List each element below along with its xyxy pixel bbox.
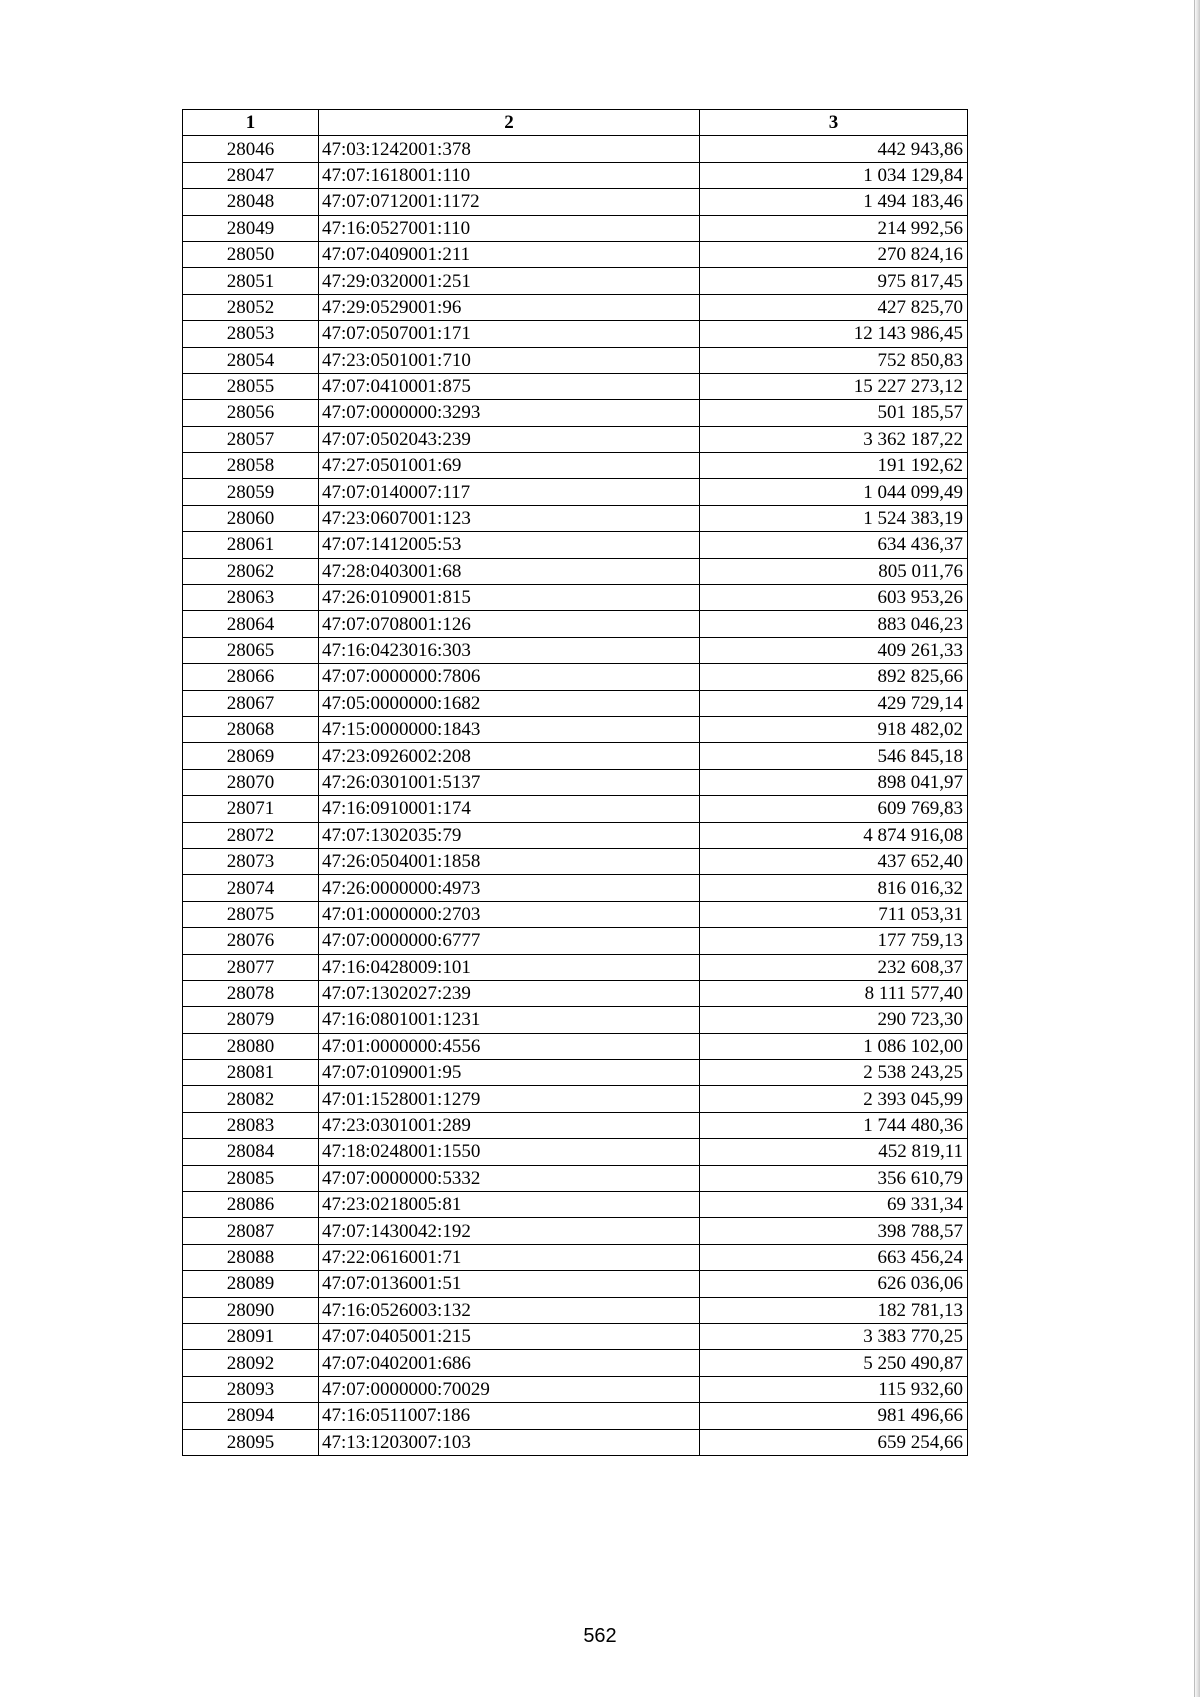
cadastral-value-cell: 1 044 099,49 [700,479,968,505]
table-row [183,162,968,188]
cadastral-value-cell: 659 254,66 [700,1429,968,1455]
cadastral-number-cell: 47:07:0409001:211 [319,241,700,267]
table-row [183,189,968,215]
cadastral-value-cell: 232 608,37 [700,954,968,980]
cadastral-value-cell: 2 538 243,25 [700,1060,968,1086]
cadastral-number-cell: 47:07:0405001:215 [319,1323,700,1349]
row-number-cell: 28095 [183,1429,319,1455]
row-number-cell: 28072 [183,822,319,848]
row-number-cell: 28064 [183,611,319,637]
table-row [183,1350,968,1376]
cadastral-number-cell: 47:16:0527001:110 [319,215,700,241]
cadastral-number-cell: 47:22:0616001:71 [319,1244,700,1270]
cadastral-value-cell: 501 185,57 [700,400,968,426]
table-row [183,1429,968,1455]
table-row [183,268,968,294]
row-number-cell: 28052 [183,294,319,320]
cadastral-number-cell: 47:07:1412005:53 [319,532,700,558]
table-row [183,1376,968,1402]
cadastral-number-cell: 47:07:0136001:51 [319,1271,700,1297]
row-number-cell: 28089 [183,1271,319,1297]
row-number-cell: 28085 [183,1165,319,1191]
cadastral-value-cell: 270 824,16 [700,241,968,267]
cadastral-value-cell: 1 086 102,00 [700,1033,968,1059]
cadastral-number-cell: 47:01:1528001:1279 [319,1086,700,1112]
cadastral-value-cell: 752 850,83 [700,347,968,373]
page-number: 562 [583,1625,617,1647]
cadastral-number-cell: 47:07:1430042:192 [319,1218,700,1244]
table-row [183,1192,968,1218]
table-row [183,980,968,1006]
row-number-cell: 28083 [183,1112,319,1138]
row-number-cell: 28062 [183,558,319,584]
cadastral-number-cell: 47:16:0423016:303 [319,637,700,663]
row-number-cell: 28088 [183,1244,319,1270]
table-row [183,400,968,426]
cadastral-number-cell: 47:03:1242001:378 [319,136,700,162]
cadastral-value-cell: 2 393 045,99 [700,1086,968,1112]
cadastral-number-cell: 47:23:0607001:123 [319,505,700,531]
cadastral-number-cell: 47:07:0507001:171 [319,321,700,347]
row-number-cell: 28061 [183,532,319,558]
table-row [183,426,968,452]
row-number-cell: 28071 [183,796,319,822]
table-row [183,743,968,769]
cadastral-number-cell: 47:26:0000000:4973 [319,875,700,901]
cadastral-value-cell: 356 610,79 [700,1165,968,1191]
column-header-3: 3 [700,110,968,136]
cadastral-value-cell: 15 227 273,12 [700,373,968,399]
table-row [183,136,968,162]
cadastral-value-cell: 3 383 770,25 [700,1323,968,1349]
cadastral-value-cell: 603 953,26 [700,585,968,611]
cadastral-number-cell: 47:16:0801001:1231 [319,1007,700,1033]
cadastral-number-cell: 47:16:0526003:132 [319,1297,700,1323]
row-number-cell: 28077 [183,954,319,980]
row-number-cell: 28076 [183,928,319,954]
table-row [183,373,968,399]
cadastral-number-cell: 47:23:0926002:208 [319,743,700,769]
row-number-cell: 28057 [183,426,319,452]
cadastral-number-cell: 47:01:0000000:4556 [319,1033,700,1059]
cadastral-value-cell: 177 759,13 [700,928,968,954]
row-number-cell: 28079 [183,1007,319,1033]
cadastral-number-cell: 47:07:0140007:117 [319,479,700,505]
table-row [183,1033,968,1059]
cadastral-value-cell: 546 845,18 [700,743,968,769]
cadastral-value-cell: 437 652,40 [700,848,968,874]
row-number-cell: 28063 [183,585,319,611]
row-number-cell: 28078 [183,980,319,1006]
table-row [183,1244,968,1270]
cadastral-number-cell: 47:07:0712001:1172 [319,189,700,215]
cadastral-number-cell: 47:07:0109001:95 [319,1060,700,1086]
row-number-cell: 28070 [183,769,319,795]
row-number-cell: 28051 [183,268,319,294]
cadastral-number-cell: 47:07:0000000:3293 [319,400,700,426]
cadastral-value-cell: 1 494 183,46 [700,189,968,215]
row-number-cell: 28056 [183,400,319,426]
row-number-cell: 28066 [183,664,319,690]
table-row [183,1060,968,1086]
table-row [183,1323,968,1349]
table-row [183,479,968,505]
table-row [183,664,968,690]
cadastral-value-cell: 290 723,30 [700,1007,968,1033]
row-number-cell: 28049 [183,215,319,241]
cadastral-number-cell: 47:18:0248001:1550 [319,1139,700,1165]
cadastral-value-cell: 892 825,66 [700,664,968,690]
row-number-cell: 28090 [183,1297,319,1323]
cadastral-value-cell: 69 331,34 [700,1192,968,1218]
cadastral-value-cell: 1 524 383,19 [700,505,968,531]
table-row [183,532,968,558]
table-row [183,505,968,531]
table-body [183,136,968,1456]
cadastral-value-cell: 427 825,70 [700,294,968,320]
cadastral-value-cell: 663 456,24 [700,1244,968,1270]
cadastral-value-cell: 409 261,33 [700,637,968,663]
row-number-cell: 28086 [183,1192,319,1218]
row-number-cell: 28055 [183,373,319,399]
cadastral-value-cell: 5 250 490,87 [700,1350,968,1376]
table-row [183,1271,968,1297]
cadastral-number-cell: 47:26:0504001:1858 [319,848,700,874]
table-row [183,1007,968,1033]
row-number-cell: 28068 [183,716,319,742]
cadastral-value-cell: 634 436,37 [700,532,968,558]
row-number-cell: 28075 [183,901,319,927]
cadastral-value-cell: 191 192,62 [700,453,968,479]
cadastral-value-cell: 3 362 187,22 [700,426,968,452]
cadastral-number-cell: 47:16:0511007:186 [319,1403,700,1429]
row-number-cell: 28058 [183,453,319,479]
table-header [183,110,968,136]
row-number-cell: 28053 [183,321,319,347]
table-row [183,611,968,637]
table-row [183,1086,968,1112]
row-number-cell: 28093 [183,1376,319,1402]
table-row [183,241,968,267]
cadastral-value-cell: 12 143 986,45 [700,321,968,347]
row-number-cell: 28082 [183,1086,319,1112]
cadastral-value-cell: 898 041,97 [700,769,968,795]
cadastral-number-cell: 47:07:0000000:6777 [319,928,700,954]
row-number-cell: 28080 [183,1033,319,1059]
cadastral-number-cell: 47:07:1302035:79 [319,822,700,848]
cadastral-number-cell: 47:07:0000000:70029 [319,1376,700,1402]
row-number-cell: 28091 [183,1323,319,1349]
cadastral-value-cell: 8 111 577,40 [700,980,968,1006]
table-row [183,558,968,584]
cadastral-value-cell: 398 788,57 [700,1218,968,1244]
row-number-cell: 28092 [183,1350,319,1376]
cadastral-number-cell: 47:07:0708001:126 [319,611,700,637]
table-row [183,1403,968,1429]
table-row [183,1112,968,1138]
row-number-cell: 28069 [183,743,319,769]
header-row [183,110,968,136]
cadastral-number-cell: 47:16:0910001:174 [319,796,700,822]
row-number-cell: 28054 [183,347,319,373]
cadastral-number-cell: 47:23:0218005:81 [319,1192,700,1218]
cadastral-value-cell: 115 932,60 [700,1376,968,1402]
cadastral-number-cell: 47:07:1618001:110 [319,162,700,188]
cadastral-number-cell: 47:05:0000000:1682 [319,690,700,716]
row-number-cell: 28073 [183,848,319,874]
cadastral-value-cell: 711 053,31 [700,901,968,927]
cadastral-value-cell: 1 034 129,84 [700,162,968,188]
table-row [183,822,968,848]
cadastral-value-cell: 883 046,23 [700,611,968,637]
row-number-cell: 28046 [183,136,319,162]
row-number-cell: 28074 [183,875,319,901]
cadastral-number-cell: 47:26:0301001:5137 [319,769,700,795]
cadastral-value-cell: 442 943,86 [700,136,968,162]
cadastral-value-cell: 918 482,02 [700,716,968,742]
row-number-cell: 28087 [183,1218,319,1244]
cadastral-value-cell: 805 011,76 [700,558,968,584]
row-number-cell: 28060 [183,505,319,531]
cadastral-number-cell: 47:27:0501001:69 [319,453,700,479]
cadastral-number-cell: 47:28:0403001:68 [319,558,700,584]
cadastral-value-cell: 609 769,83 [700,796,968,822]
table-row [183,875,968,901]
row-number-cell: 28094 [183,1403,319,1429]
cadastral-number-cell: 47:26:0109001:815 [319,585,700,611]
table-row [183,453,968,479]
column-header-2: 2 [319,110,700,136]
cadastral-value-cell: 214 992,56 [700,215,968,241]
cadastral-number-cell: 47:01:0000000:2703 [319,901,700,927]
cadastral-value-cell: 1 744 480,36 [700,1112,968,1138]
table-row [183,585,968,611]
table-row [183,1218,968,1244]
row-number-cell: 28050 [183,241,319,267]
table-row [183,848,968,874]
cadastral-number-cell: 47:07:0000000:7806 [319,664,700,690]
cadastral-value-cell: 182 781,13 [700,1297,968,1323]
cadastral-value-table [182,109,968,1456]
table-row [183,1139,968,1165]
cadastral-value-cell: 4 874 916,08 [700,822,968,848]
table-row [183,690,968,716]
cadastral-value-cell: 975 817,45 [700,268,968,294]
table-row [183,637,968,663]
cadastral-number-cell: 47:07:0402001:686 [319,1350,700,1376]
row-number-cell: 28047 [183,162,319,188]
table-row [183,1165,968,1191]
table-row [183,901,968,927]
row-number-cell: 28081 [183,1060,319,1086]
cadastral-value-cell: 816 016,32 [700,875,968,901]
table-row [183,1297,968,1323]
cadastral-number-cell: 47:23:0501001:710 [319,347,700,373]
table-row [183,321,968,347]
page-edge-shadow [1194,0,1200,1697]
table-row [183,294,968,320]
table-row [183,347,968,373]
row-number-cell: 28067 [183,690,319,716]
table-row [183,769,968,795]
cadastral-number-cell: 47:07:0000000:5332 [319,1165,700,1191]
cadastral-value-cell: 429 729,14 [700,690,968,716]
cadastral-number-cell: 47:07:1302027:239 [319,980,700,1006]
row-number-cell: 28065 [183,637,319,663]
table-row [183,954,968,980]
row-number-cell: 28084 [183,1139,319,1165]
cadastral-number-cell: 47:23:0301001:289 [319,1112,700,1138]
cadastral-number-cell: 47:13:1203007:103 [319,1429,700,1455]
table-row [183,215,968,241]
cadastral-number-cell: 47:07:0410001:875 [319,373,700,399]
table-row [183,796,968,822]
cadastral-number-cell: 47:07:0502043:239 [319,426,700,452]
row-number-cell: 28059 [183,479,319,505]
table-row [183,928,968,954]
cadastral-number-cell: 47:29:0320001:251 [319,268,700,294]
row-number-cell: 28048 [183,189,319,215]
cadastral-number-cell: 47:15:0000000:1843 [319,716,700,742]
table-row [183,716,968,742]
cadastral-value-cell: 452 819,11 [700,1139,968,1165]
cadastral-number-cell: 47:16:0428009:101 [319,954,700,980]
column-header-1: 1 [183,110,319,136]
cadastral-number-cell: 47:29:0529001:96 [319,294,700,320]
cadastral-value-cell: 626 036,06 [700,1271,968,1297]
cadastral-value-cell: 981 496,66 [700,1403,968,1429]
